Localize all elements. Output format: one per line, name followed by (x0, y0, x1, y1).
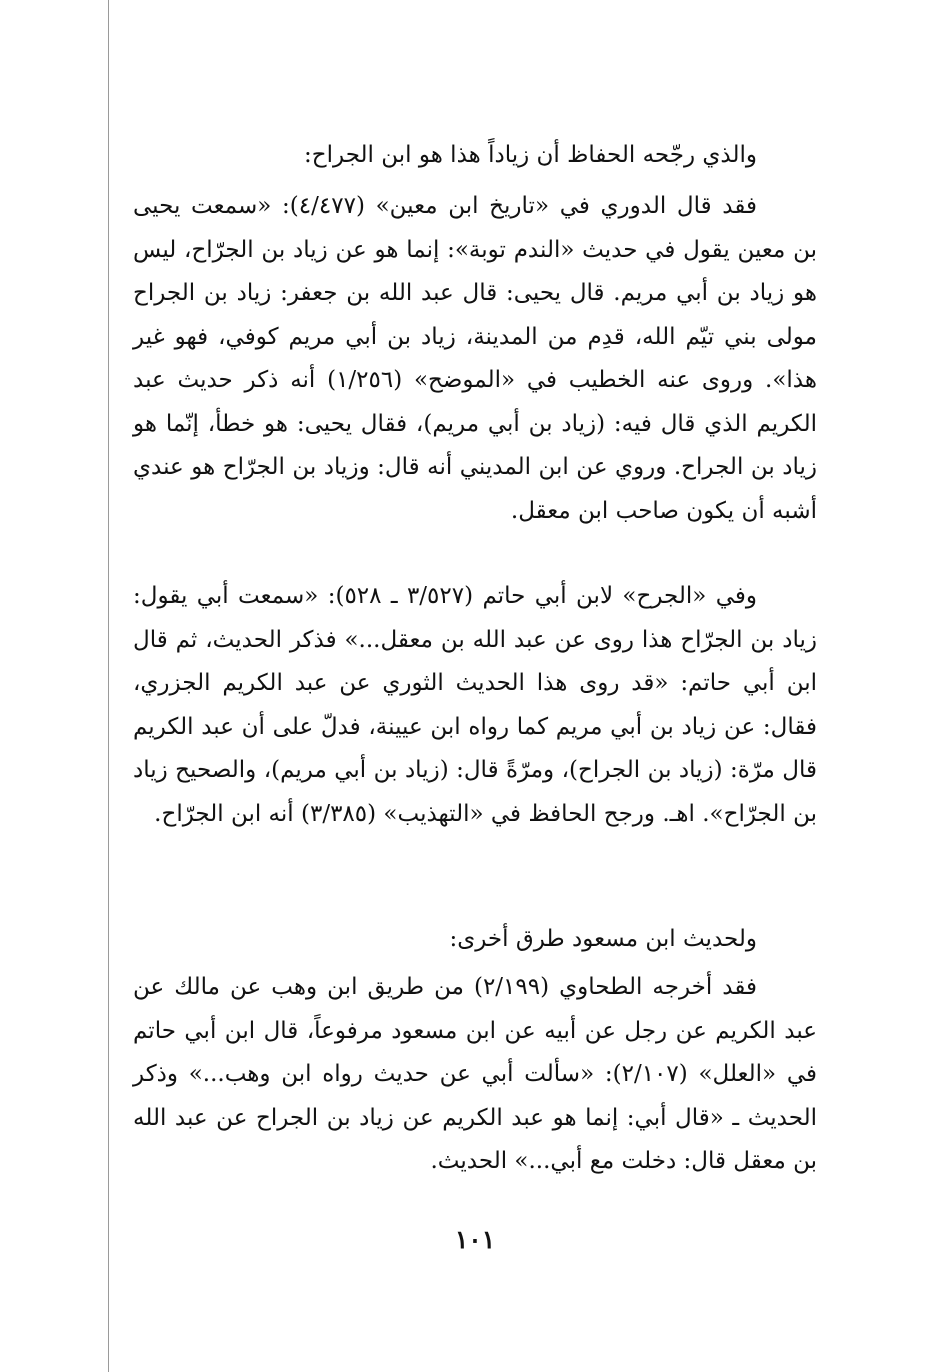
paragraph-other-routes: ولحديث ابن مسعود طرق أخرى: (449, 926, 757, 952)
paragraph-jarh: وفي «الجرح» لابن أبي حاتم (٣/٥٢٧ ـ ٥٢٨): «سمعت أبي يقول: زياد بن الجرّاح هذا روى عن عبد الله بن معقل...» فذكر الحديث، ثم قال ابن أبي حاتم: «قد روى هذا الحديث الثوري عن عبد الكريم الجزري، فقال: عن زياد بن أبي مريم كما رواه ابن عيينة، فدلّ على أن عبد الكريم قال مرّة: (زياد بن الجراح)، ومرّةً قال: (زياد بن أبي مريم)، والصحيح زياد بن الجرّاح». اهـ. ورجح الحافظ في «التهذيب» (٣/٣٨٥) أنه ابن الجرّاح. (133, 583, 817, 827)
paragraph-tahawi: فقد أخرجه الطحاوي (٢/١٩٩) من طريق ابن وهب عن مالك عن عبد الكريم عن رجل عن أبيه عن ابن مسعود مرفوعاً، قال ابن أبي حاتم في «العلل» (٢/١٠٧): «سألت أبي عن حديث رواه ابن وهب...» وذكر الحديث ـ «قال أبي: إنما هو عبد الكريم عن زياد بن الجراح عن عبد الله بن معقل قال: دخلت مع أبي...» الحديث. (133, 974, 817, 1174)
page-number: ١٠١ (454, 1225, 496, 1254)
binding-line (108, 0, 109, 1372)
paragraph-intro: والذي رجّحه الحفاظ أن زياداً هذا هو ابن الجراح: (304, 142, 757, 168)
book-page (133, 0, 817, 1372)
paragraph-duri: فقد قال الدوري في «تاريخ ابن معين» (٤/٤٧٧): «سمعت يحيى بن معين يقول في حديث «الندم توبة»: إنما هو عن زياد بن الجرّاح، ليس هو زياد بن أبي مريم. قال يحيى: قال عبد الله بن جعفر: زياد بن الجراح مولى بني تيّم الله، قدِم من المدينة، زياد بن أبي مريم كوفي، فهو غير هذا». وروى عنه الخطيب في «الموضح» (١/٢٥٦) أنه ذكر حديث عبد الكريم الذي قال فيه: (زياد بن أبي مريم)، فقال يحيى: هو خطأ، إنّما هو زياد بن الجراح. وروي عن ابن المديني أنه قال: وزياد بن الجرّاح هو عندي أشبه أن يكون صاحب ابن معقل. (133, 193, 817, 524)
